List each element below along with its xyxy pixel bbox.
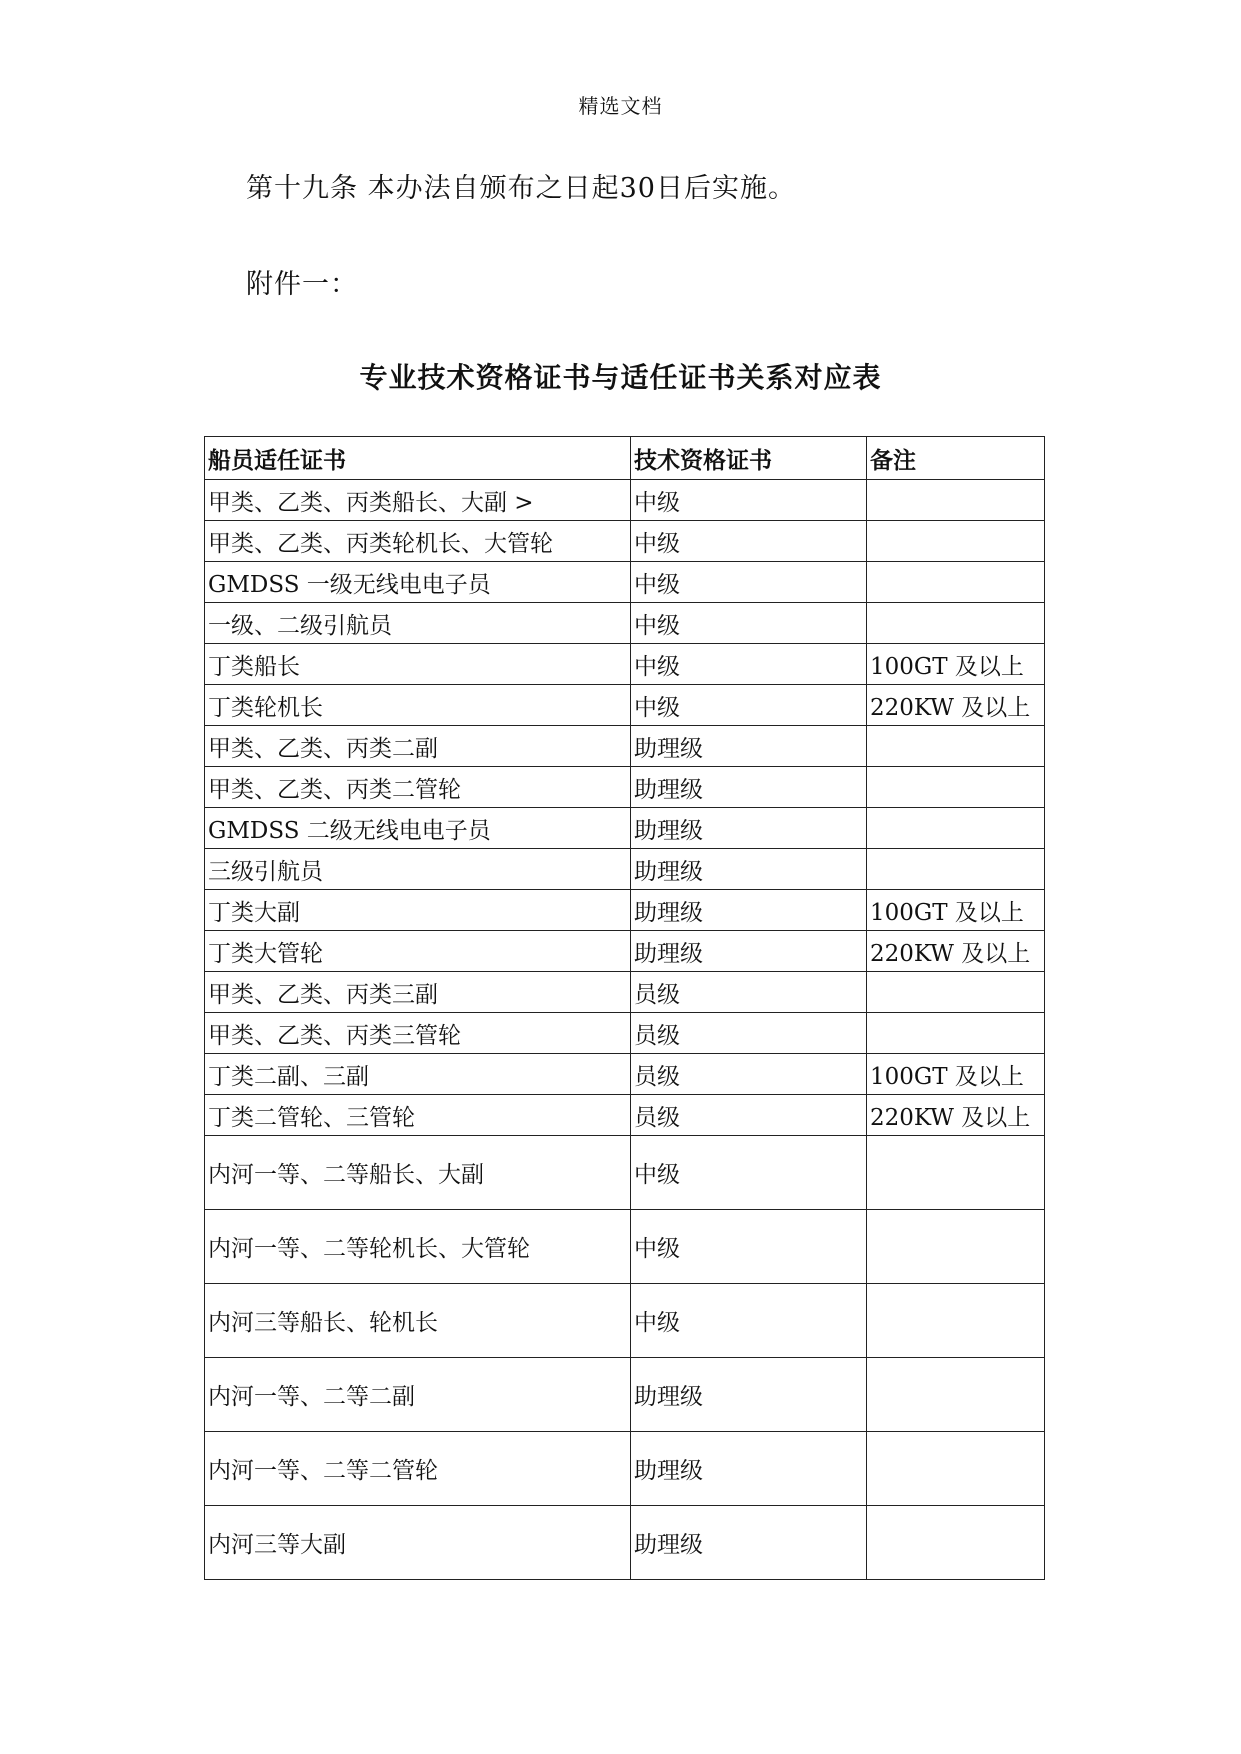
- cell-remarks: [867, 849, 1045, 890]
- cell-seafarer-certificate: 甲类、乙类、丙类三副: [205, 972, 631, 1013]
- cell-qualification: 中级: [631, 562, 867, 603]
- cell-seafarer-certificate: 一级、二级引航员: [205, 603, 631, 644]
- table-row: [205, 1013, 1045, 1054]
- header-remarks: 备注: [867, 437, 1045, 480]
- table-row: [205, 931, 1045, 972]
- cell-qualification: 助理级: [631, 931, 867, 972]
- table-row: [205, 1095, 1045, 1136]
- table-row: [205, 644, 1045, 685]
- cell-seafarer-certificate: 内河一等、二等二副: [205, 1358, 631, 1432]
- cell-seafarer-certificate: 甲类、乙类、丙类船长、大副 >: [205, 480, 631, 521]
- table-row: [205, 685, 1045, 726]
- cell-qualification: 中级: [631, 644, 867, 685]
- cell-seafarer-certificate: 三级引航员: [205, 849, 631, 890]
- cell-remarks: [867, 480, 1045, 521]
- table-row: [205, 480, 1045, 521]
- cell-seafarer-certificate: 甲类、乙类、丙类三管轮: [205, 1013, 631, 1054]
- cell-remarks: 220KW 及以上: [867, 685, 1045, 726]
- cell-remarks: [867, 972, 1045, 1013]
- cell-remarks: [867, 1013, 1045, 1054]
- cell-qualification: 助理级: [631, 808, 867, 849]
- cell-qualification: 助理级: [631, 1432, 867, 1506]
- cell-remarks: [867, 562, 1045, 603]
- header-seafarer-certificate: 船员适任证书: [205, 437, 631, 480]
- table-row: [205, 849, 1045, 890]
- table-row: [205, 1136, 1045, 1210]
- cell-remarks: [867, 521, 1045, 562]
- cell-qualification: 中级: [631, 603, 867, 644]
- certificate-correspondence-table: [204, 436, 1045, 1580]
- cell-seafarer-certificate: 丁类大管轮: [205, 931, 631, 972]
- attachment-label: 附件一：: [246, 269, 358, 300]
- table-row: [205, 521, 1045, 562]
- cell-qualification: 员级: [631, 1054, 867, 1095]
- cell-seafarer-certificate: 内河一等、二等船长、大副: [205, 1136, 631, 1210]
- cell-remarks: [867, 1284, 1045, 1358]
- cell-remarks: 100GT 及以上: [867, 644, 1045, 685]
- cell-remarks: [867, 1210, 1045, 1284]
- cell-remarks: [867, 1432, 1045, 1506]
- cell-remarks: 220KW 及以上: [867, 1095, 1045, 1136]
- table-header-row: [205, 437, 1045, 480]
- cell-seafarer-certificate: 内河三等船长、轮机长: [205, 1284, 631, 1358]
- cell-remarks: 220KW 及以上: [867, 931, 1045, 972]
- table-row: [205, 1358, 1045, 1432]
- cell-qualification: 中级: [631, 521, 867, 562]
- cell-qualification: 员级: [631, 1095, 867, 1136]
- table-row: [205, 1432, 1045, 1506]
- cell-qualification: 员级: [631, 1013, 867, 1054]
- article-19-paragraph: 第十九条 本办法自颁布之日起30日后实施。: [246, 173, 796, 204]
- cell-qualification: 中级: [631, 685, 867, 726]
- table-row: [205, 562, 1045, 603]
- cell-remarks: 100GT 及以上: [867, 890, 1045, 931]
- table-row: [205, 1284, 1045, 1358]
- cell-qualification: 助理级: [631, 890, 867, 931]
- table-title: 专业技术资格证书与适任证书关系对应表: [359, 361, 882, 394]
- cell-seafarer-certificate: 甲类、乙类、丙类轮机长、大管轮: [205, 521, 631, 562]
- cell-seafarer-certificate: 内河一等、二等二管轮: [205, 1432, 631, 1506]
- header-qualification-certificate: 技术资格证书: [631, 437, 867, 480]
- cell-qualification: 中级: [631, 480, 867, 521]
- cell-remarks: [867, 808, 1045, 849]
- cell-seafarer-certificate: GMDSS 二级无线电电子员: [205, 808, 631, 849]
- cell-remarks: [867, 767, 1045, 808]
- cell-seafarer-certificate: 甲类、乙类、丙类二管轮: [205, 767, 631, 808]
- cell-qualification: 员级: [631, 972, 867, 1013]
- table-row: [205, 603, 1045, 644]
- table-row: [205, 767, 1045, 808]
- cell-qualification: 中级: [631, 1210, 867, 1284]
- cell-seafarer-certificate: GMDSS 一级无线电电子员: [205, 562, 631, 603]
- cell-qualification: 助理级: [631, 1358, 867, 1432]
- table-row: [205, 1210, 1045, 1284]
- table-row: [205, 972, 1045, 1013]
- cell-seafarer-certificate: 丁类大副: [205, 890, 631, 931]
- cell-seafarer-certificate: 内河一等、二等轮机长、大管轮: [205, 1210, 631, 1284]
- cell-seafarer-certificate: 丁类二管轮、三管轮: [205, 1095, 631, 1136]
- cell-seafarer-certificate: 丁类轮机长: [205, 685, 631, 726]
- cell-seafarer-certificate: 甲类、乙类、丙类二副: [205, 726, 631, 767]
- table-row: [205, 1054, 1045, 1095]
- cell-qualification: 中级: [631, 1136, 867, 1210]
- table-row: [205, 1506, 1045, 1580]
- cell-remarks: [867, 1136, 1045, 1210]
- cell-seafarer-certificate: 丁类船长: [205, 644, 631, 685]
- cell-qualification: 助理级: [631, 1506, 867, 1580]
- cell-qualification: 助理级: [631, 849, 867, 890]
- page-header: 精选文档: [578, 94, 663, 118]
- cell-remarks: [867, 603, 1045, 644]
- cell-remarks: [867, 1358, 1045, 1432]
- cell-seafarer-certificate: 内河三等大副: [205, 1506, 631, 1580]
- cell-remarks: [867, 1506, 1045, 1580]
- cell-qualification: 中级: [631, 1284, 867, 1358]
- cell-qualification: 助理级: [631, 726, 867, 767]
- table-row: [205, 890, 1045, 931]
- cell-seafarer-certificate: 丁类二副、三副: [205, 1054, 631, 1095]
- table-row: [205, 726, 1045, 767]
- cell-remarks: 100GT 及以上: [867, 1054, 1045, 1095]
- cell-remarks: [867, 726, 1045, 767]
- table-row: [205, 808, 1045, 849]
- cell-qualification: 助理级: [631, 767, 867, 808]
